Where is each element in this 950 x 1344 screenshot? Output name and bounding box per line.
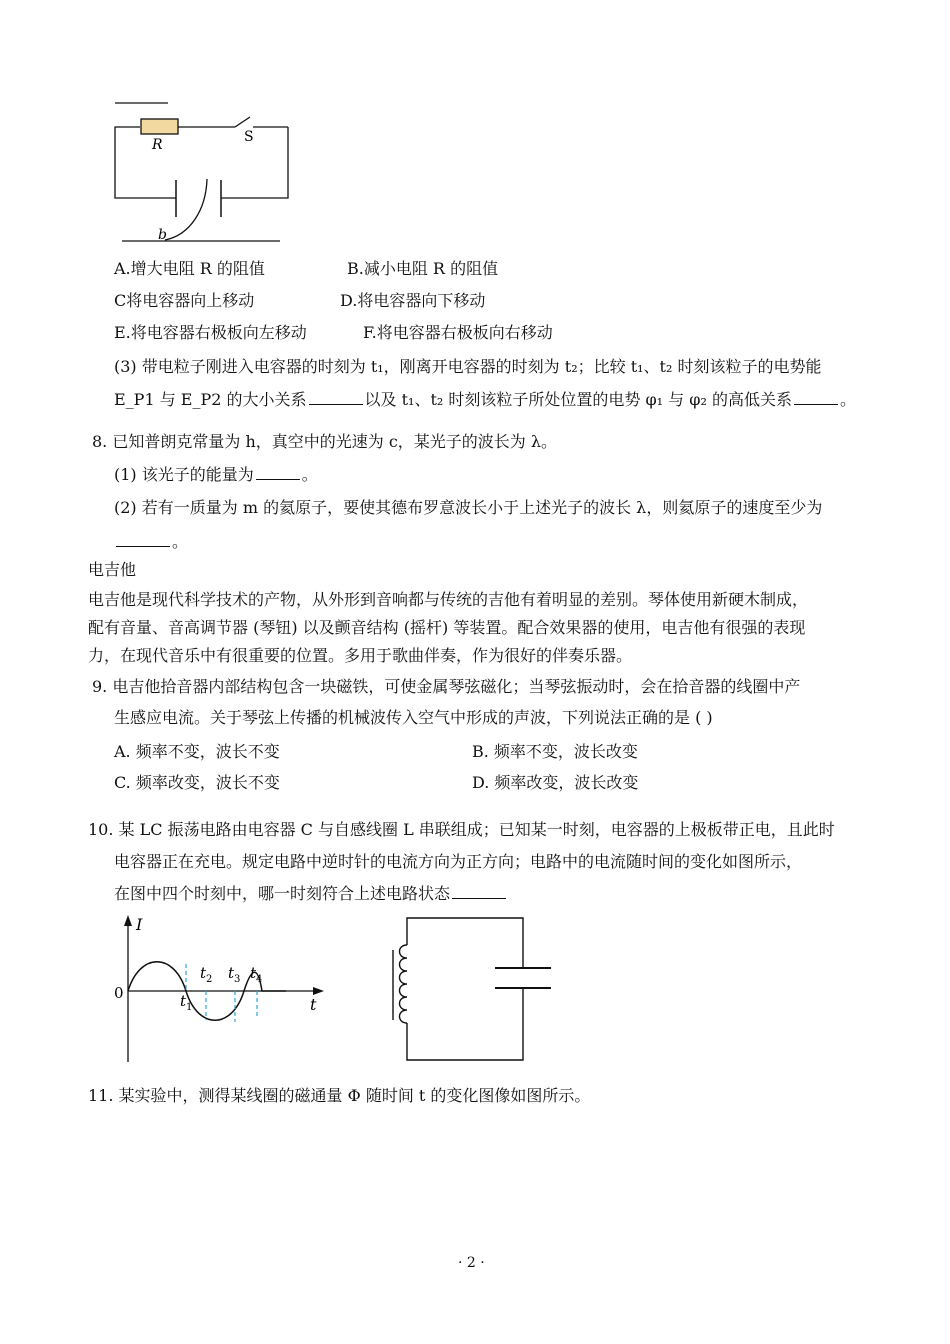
t3-label: $t_3$: [228, 964, 241, 985]
t1-label: $t_1$: [180, 992, 193, 1013]
rc-circuit-figure: [110, 95, 300, 255]
q9-option-d: D. 频率改变，波长改变: [472, 773, 639, 792]
label-R: R: [152, 137, 163, 153]
q7-option-a: A.增大电阻 R 的阻值: [114, 259, 265, 278]
circuit-wires: [115, 127, 176, 198]
passage-title: 电吉他: [88, 560, 137, 579]
t4-label: $t_4$: [250, 964, 263, 985]
particle-trajectory: [165, 179, 207, 240]
q9-option-a: A. 频率不变，波长不变: [114, 742, 280, 761]
y-axis-label: I: [136, 915, 143, 934]
passage-line: 配有音量、音高调节器 (琴钮) 以及颤音结构 (摇杆) 等装置。配合效果器的使用，电吉他有很强的表现: [88, 618, 806, 637]
x-axis-label: t: [310, 995, 317, 1014]
answer-blank: [309, 390, 363, 405]
y-axis-arrow: [124, 915, 132, 926]
q8-part1: (1) 该光子的能量为 。: [114, 465, 318, 484]
t2-label: $t_2$: [200, 964, 213, 985]
label-S: S: [244, 129, 254, 145]
answer-blank: [794, 390, 838, 405]
lc-circuit-figure: [385, 910, 565, 1065]
q7-option-b: B.减小电阻 R 的阻值: [347, 259, 499, 278]
current-time-graph: [100, 912, 340, 1067]
inductor-coil: [400, 945, 408, 1023]
q9-stem-line2: 生感应电流。关于琴弦上传播的机械波传入空气中形成的声波，下列说法正确的是 ( ): [114, 708, 713, 727]
q9-option-b: B. 频率不变，波长改变: [472, 742, 638, 761]
passage-line: 力，在现代音乐中有很重要的位置。多用于歌曲伴奏，作为很好的伴奏乐器。: [88, 646, 633, 665]
q11-stem: 11. 某实验中，测得某线圈的磁通量 Φ 随时间 t 的变化图像如图所示。: [88, 1086, 591, 1105]
q10-stem-line1: 10. 某 LC 振荡电路由电容器 C 与自感线圈 L 串联组成；已知某一时刻，电容器的上极板带正电，且此时: [88, 820, 835, 839]
answer-blank: [256, 465, 300, 480]
q8-part2-answer: 。: [114, 532, 188, 552]
answer-blank: [116, 532, 170, 547]
resistor: [141, 119, 178, 134]
circuit-wires: [407, 918, 523, 968]
switch-blade: [235, 117, 250, 127]
answer-blank: [452, 884, 506, 899]
x-axis-arrow: [313, 987, 324, 995]
q8-part2: (2) 若有一质量为 m 的氦原子，要使其德布罗意波长小于上述光子的波长 λ，则氦原子的速度至少为: [114, 498, 823, 517]
q8-stem: 8. 已知普朗克常量为 h，真空中的光速为 c，某光子的波长为 λ。: [92, 432, 558, 451]
q7-option-c: C将电容器向上移动: [114, 291, 255, 310]
label-b: b: [158, 227, 167, 243]
q10-stem-line2: 电容器正在充电。规定电路中逆时针的电流方向为正方向；电路中的电流随时间的变化如图所示，: [114, 852, 803, 871]
q7-option-f: F.将电容器右极板向右移动: [363, 323, 553, 342]
q7-option-e: E.将电容器右极板向左移动: [114, 323, 307, 342]
q9-stem-line1: 9. 电吉他拾音器内部结构包含一块磁铁，可使金属琴弦磁化；当琴弦振动时，会在拾音器的线圈中产: [92, 677, 801, 696]
passage-line: 电吉他是现代科学技术的产物，从外形到音响都与传统的吉他有着明显的差别。琴体使用新硬木制成，: [88, 590, 809, 609]
q7-part3-line1: (3) 带电粒子刚进入电容器的时刻为 t₁，刚离开电容器的时刻为 t₂；比较 t₁、t₂ 时刻该粒子的电势能: [114, 357, 822, 376]
q10-stem-line3: 在图中四个时刻中，哪一时刻符合上述电路状态: [114, 884, 508, 904]
q9-option-c: C. 频率改变，波长不变: [114, 773, 280, 792]
origin-label: 0: [114, 984, 124, 1002]
page-number: · 2 ·: [458, 1255, 485, 1271]
q7-option-d: D.将电容器向下移动: [340, 291, 486, 310]
q7-part3-line2: E_P1 与 E_P2 的大小关系 以及 t₁、t₂ 时刻该粒子所处位置的电势 φ₁ 与 φ₂ 的高低关系 。: [114, 390, 856, 409]
